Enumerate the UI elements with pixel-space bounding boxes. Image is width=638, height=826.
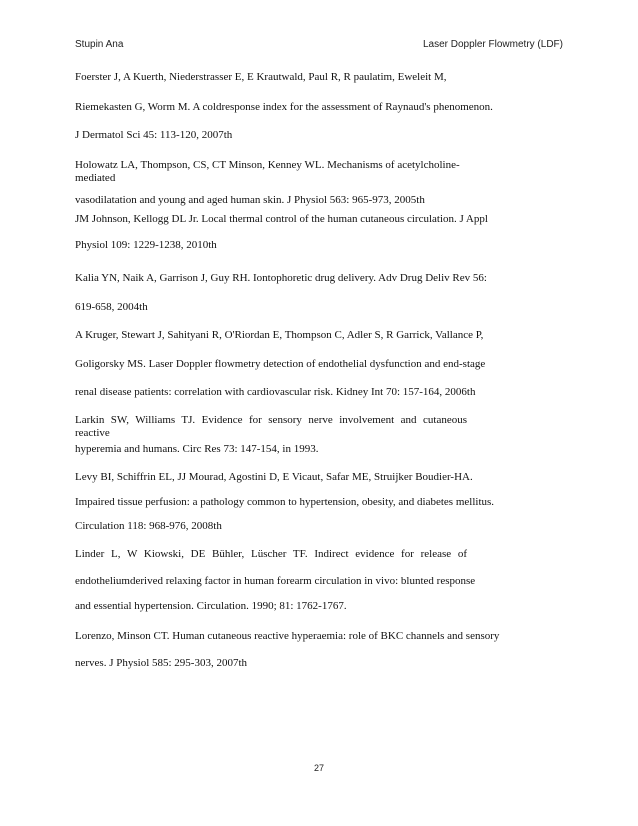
reference-line: mediated bbox=[75, 172, 116, 184]
reference-line: Foerster J, A Kuerth, Niederstrasser E, E Krautwald, Paul R, R paulatim, Eweleit M, bbox=[75, 71, 447, 83]
reference-line: hyperemia and humans. Circ Res 73: 147-154, in 1993. bbox=[75, 443, 319, 455]
reference-line: Larkin SW, Williams TJ. Evidence for sensory nerve involvement and cutaneous reactive bbox=[75, 414, 467, 439]
reference-line: Circulation 118: 968-976, 2008th bbox=[75, 520, 222, 532]
reference-line: nerves. J Physiol 585: 295-303, 2007th bbox=[75, 657, 248, 669]
reference-line: Kalia YN, Naik A, Garrison J, Guy RH. Iontophoretic drug delivery. Adv Drug Deliv Rev 56: bbox=[75, 272, 487, 284]
reference-line: Physiol 109: 1229-1238, 2010th bbox=[75, 239, 217, 251]
reference-line: Impaired tissue perfusion: a pathology common to hypertension, obesity, and diabetes mellitus. bbox=[75, 496, 495, 508]
header-title: Laser Doppler Flowmetry (LDF) bbox=[422, 39, 563, 50]
reference-line: vasodilatation and young and aged human skin. J Physiol 563: 965-973, 2005th bbox=[75, 194, 425, 206]
reference-line: 619-658, 2004th bbox=[75, 301, 148, 313]
header-author: Stupin Ana bbox=[75, 39, 124, 50]
reference-line: JM Johnson, Kellogg DL Jr. Local thermal control of the human cutaneous circulation. J Appl bbox=[75, 213, 488, 225]
reference-line: Holowatz LA, Thompson, CS, CT Minson, Kenney WL. Mechanisms of acetylcholine- bbox=[75, 159, 460, 171]
reference-line: Lorenzo, Minson CT. Human cutaneous reactive hyperaemia: role of BKC channels and sensory bbox=[75, 630, 500, 642]
reference-line: endotheliumderived relaxing factor in human forearm circulation in vivo: blunted response bbox=[75, 575, 476, 587]
reference-line: and essential hypertension. Circulation. 1990; 81: 1762-1767. bbox=[75, 600, 347, 612]
reference-line: Riemekasten G, Worm M. A coldresponse index for the assessment of Raynaud's phenomenon. bbox=[75, 101, 493, 113]
reference-line: A Kruger, Stewart J, Sahityani R, O'Riordan E, Thompson C, Adler S, R Garrick, Vallance P, bbox=[75, 329, 484, 341]
reference-line: Levy BI, Schiffrin EL, JJ Mourad, Agostini D, E Vicaut, Safar ME, Struijker Boudier-HA. bbox=[75, 471, 473, 483]
page-number: 27 bbox=[313, 763, 324, 773]
reference-line: renal disease patients: correlation with cardiovascular risk. Kidney Int 70: 157-164, 2006th bbox=[75, 386, 476, 398]
reference-line: Goligorsky MS. Laser Doppler flowmetry detection of endothelial dysfunction and end-stage bbox=[75, 358, 486, 370]
reference-line: Linder L, W Kiowski, DE Bühler, Lüscher TF. Indirect evidence for release of bbox=[75, 548, 467, 560]
reference-line: J Dermatol Sci 45: 113-120, 2007th bbox=[75, 129, 233, 141]
